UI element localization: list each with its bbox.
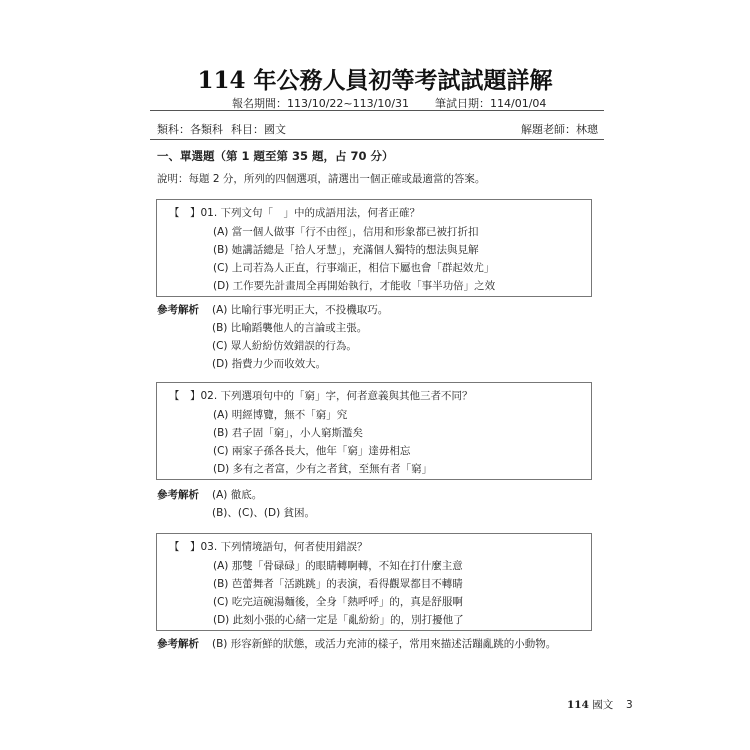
question-option: (A) 那雙「骨碌碌」的眼睛轉啊轉，不知在打什麼主意 — [213, 560, 463, 572]
analysis-label: 參考解析 — [157, 638, 199, 650]
teacher-label: 解題老師：林璁 — [521, 123, 598, 136]
question-option: (C) 兩家子孫各長大，他年「窮」達毋相忘 — [213, 445, 411, 457]
analysis-line: (B)、(C)、(D) 貧困。 — [212, 507, 316, 519]
analysis-line: (C) 眾人紛紛仿效錯誤的行為。 — [212, 340, 357, 352]
question-option: (C) 吃完這碗湯麵後，全身「熱呼呼」的，真是舒服啊 — [213, 596, 463, 608]
question-option: (C) 上司若為人正直，行事端正，相信下屬也會「群起效尤」 — [213, 262, 495, 274]
question-box-3 — [156, 533, 592, 631]
analysis-label: 參考解析 — [157, 489, 199, 501]
analysis-1 — [157, 302, 388, 317]
question-option: (B) 她講話總是「拾人牙慧」，充滿個人獨特的想法與見解 — [213, 244, 479, 256]
question-stem: 【 】01. 下列文句「 」中的成語用法，何者正確？ — [169, 207, 421, 219]
analysis-3 — [157, 636, 556, 651]
exam-meta — [157, 121, 286, 137]
analysis-line: (A) 比喻行事光明正大，不投機取巧。 — [212, 304, 389, 316]
analysis-line: (B) 形容新鮮的狀態，或活力充沛的樣子，常用來描述活蹦亂跳的小動物。 — [212, 638, 557, 650]
registration-period: 報名期間：113/10/22~113/10/31 — [232, 97, 410, 110]
page-number: 3 — [625, 699, 633, 711]
question-option: (D) 工作要先計畫周全再開始執行，才能收「事半功倍」之效 — [213, 280, 496, 292]
analysis-line: (D) 指費力少而收效大。 — [212, 358, 327, 370]
question-option: (B) 君子固「窮」，小人窮斯濫矣 — [213, 427, 363, 439]
section-title: 一、單選題（第 1 題至第 35 題，占 70 分） — [157, 149, 394, 163]
header-divider — [150, 110, 604, 111]
question-box-1 — [156, 199, 592, 297]
question-option: (B) 芭蕾舞者「活跳跳」的表演，看得觀眾都目不轉睛 — [213, 578, 463, 590]
question-option: (D) 此刻小張的心緒一定是「亂紛紛」的，別打擾他了 — [213, 614, 464, 626]
footer-book: 114 — [567, 699, 589, 711]
analysis-label: 參考解析 — [157, 304, 199, 316]
category-label: 類科：各類科 — [157, 123, 223, 136]
analysis-line: (A) 徹底。 — [212, 489, 263, 501]
page-title: 114 年公務人員初等考試試題詳解 — [197, 67, 553, 94]
meta-divider — [150, 139, 604, 140]
analysis-2 — [157, 487, 262, 502]
exam-date: 筆試日期：114/01/04 — [435, 97, 547, 110]
footer-subject: 國文 — [592, 699, 614, 711]
question-option: (A) 明經博覽，無不「窮」究 — [213, 409, 348, 421]
question-box-2 — [156, 382, 592, 480]
question-option: (A) 當一個人做事「行不由徑」，信用和形象都已被打折扣 — [213, 226, 479, 238]
subject-label: 科目：國文 — [231, 123, 286, 136]
page-footer — [567, 697, 633, 712]
question-stem: 【 】03. 下列情境語句，何者使用錯誤？ — [169, 541, 368, 553]
analysis-line: (B) 比喻蹈襲他人的言論或主張。 — [212, 322, 368, 334]
question-stem: 【 】02. 下列選項句中的「窮」字，何者意義與其他三者不同？ — [169, 390, 473, 402]
exam-dates — [232, 95, 546, 111]
question-option: (D) 多有之者富，少有之者貧，至無有者「窮」 — [213, 463, 433, 475]
section-instructions: 說明：每題 2 分，所列的四個選項，請選出一個正確或最適當的答案。 — [157, 173, 486, 185]
